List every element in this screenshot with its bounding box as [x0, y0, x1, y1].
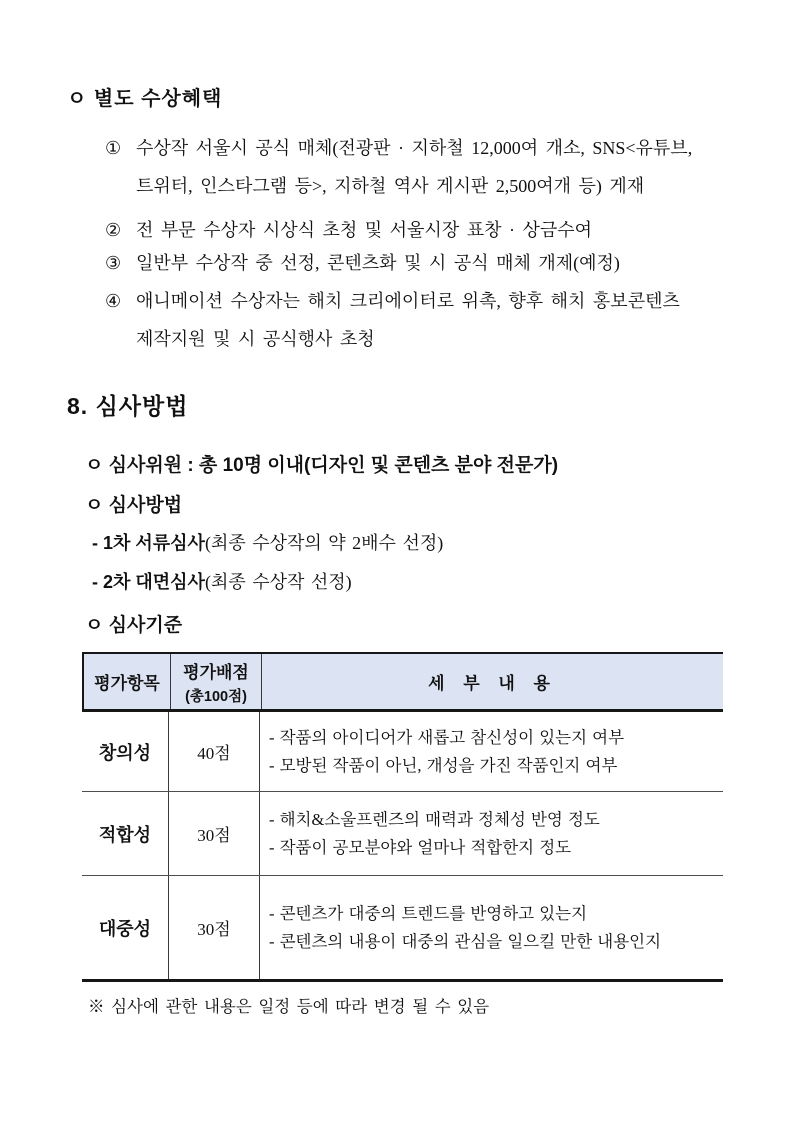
header-item-label: 평가항목	[94, 674, 160, 693]
method-heading: ㅇ 심사방법	[85, 495, 183, 516]
header-cell-points	[171, 654, 262, 709]
table-header-row	[82, 652, 723, 712]
cell-points: 30점	[169, 876, 260, 979]
header-cell-details	[262, 654, 723, 709]
benefit-line: 애니메이션 수상자는 해치 크리에이터로 위촉, 향후 해치 홍보콘텐츠	[136, 291, 680, 311]
benefits-heading: ㅇ 별도 수상혜택	[67, 88, 223, 110]
method-item-note: (최종 수상작의 약 2배수 선정)	[204, 533, 444, 553]
method-item-label: - 1차 서류심사	[92, 533, 205, 553]
table-row-creativity	[82, 712, 723, 792]
cell-detail-line: - 작품이 공모분야와 얼마나 적합한지 정도	[269, 837, 572, 857]
cell-detail-line: - 작품의 아이디어가 새롭고 참신성이 있는지 여부	[269, 727, 625, 747]
cell-details	[260, 792, 723, 875]
footnote: ※ 심사에 관한 내용은 일정 등에 따라 변경 될 수 있음	[88, 998, 490, 1016]
committee-line: ㅇ 심사위원 : 총 10명 이내(디자인 및 콘텐츠 분야 전문가)	[85, 455, 559, 476]
benefit-marker-4: ④	[105, 291, 122, 311]
method-item-1	[92, 533, 443, 554]
method-item-note: (최종 수상작 선정)	[204, 572, 352, 592]
cell-detail-line: - 콘텐츠가 대중의 트렌드를 반영하고 있는지	[269, 903, 588, 923]
cell-points: 40점	[169, 712, 260, 791]
header-details-label: 세 부 내 용	[428, 674, 557, 693]
benefit-line: 수상작 서울시 공식 매체(전광판 · 지하철 12,000여 개소, SNS<유튜브,	[136, 138, 693, 158]
benefit-marker-3: ③	[105, 253, 122, 273]
cell-details	[260, 876, 723, 979]
table-row-popularity	[82, 876, 723, 982]
header-cell-item	[84, 654, 171, 709]
cell-item-label: 대중성	[82, 876, 169, 979]
criteria-table	[82, 652, 723, 982]
method-item-2	[92, 572, 352, 593]
benefit-line: 전 부문 수상자 시상식 초청 및 서울시장 표창 · 상금수여	[136, 220, 593, 240]
cell-detail-line: - 콘텐츠의 내용이 대중의 관심을 일으킬 만한 내용인지	[269, 931, 662, 951]
benefit-marker-2: ②	[105, 220, 122, 240]
cell-details	[260, 712, 723, 791]
benefit-line: 제작지원 및 시 공식행사 초청	[136, 329, 375, 349]
method-item-label: - 2차 대면심사	[92, 572, 205, 592]
cell-points: 30점	[169, 792, 260, 875]
benefit-line: 트위터, 인스타그램 등>, 지하철 역사 게시판 2,500여개 등) 게재	[136, 176, 645, 196]
benefit-marker-1: ①	[105, 138, 122, 158]
table-row-suitability	[82, 792, 723, 876]
cell-detail-line: - 해치&소울프렌즈의 매력과 정체성 반영 정도	[269, 809, 600, 829]
cell-item-label: 창의성	[82, 712, 169, 791]
header-points-sub: (총100점)	[185, 688, 247, 705]
header-points-label: 평가배점	[183, 662, 249, 682]
cell-detail-line: - 모방된 작품이 아닌, 개성을 가진 작품인지 여부	[269, 755, 618, 775]
cell-item-label: 적합성	[82, 792, 169, 875]
criteria-heading: ㅇ 심사기준	[85, 615, 183, 636]
section-heading: 8. 심사방법	[67, 393, 189, 419]
benefit-line: 일반부 수상작 중 선정, 콘텐츠화 및 시 공식 매체 개제(예정)	[136, 253, 620, 273]
